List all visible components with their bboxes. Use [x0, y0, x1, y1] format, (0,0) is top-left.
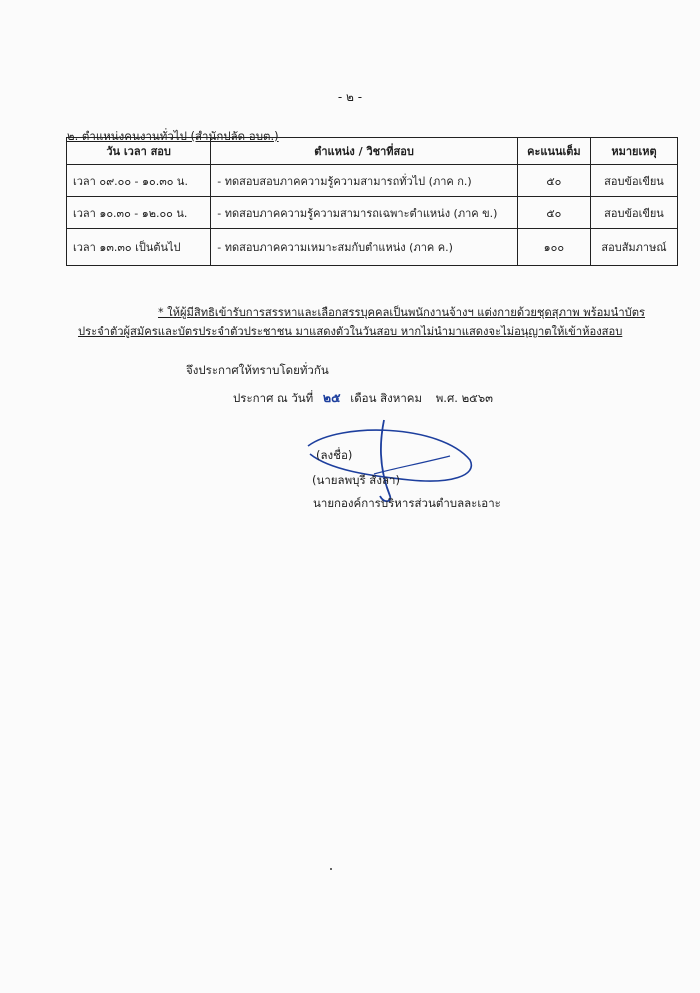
table-row: [67, 165, 678, 197]
signer-title: นายกองค์การบริหารส่วนตำบลละเอาะ: [313, 496, 501, 510]
exam-schedule-table: [66, 137, 678, 266]
handwritten-day: ๒๕: [322, 390, 341, 405]
cell-score: ๑๐๐: [517, 229, 590, 266]
given-month: เดือน สิงหาคม: [350, 391, 423, 405]
announcement-text: จึงประกาศให้ทราบโดยทั่วกัน: [186, 363, 329, 377]
table-header-row: [67, 138, 678, 165]
cell-score: ๕๐: [517, 197, 590, 229]
signer-name: (นายลพบุรี สังลา): [312, 473, 400, 487]
sign-label: (ลงชื่อ): [316, 448, 353, 462]
header-note: หมายเหตุ: [590, 138, 677, 165]
section-heading: ๒. ตำแหน่งคนงานทั่วไป (สำนักปลัด อบต.): [67, 129, 279, 143]
given-prefix: ประกาศ ณ วันที่: [233, 391, 314, 405]
cell-subject: - ทดสอบภาคความรู้ความสามารถเฉพาะตำแหน่ง (ภาค ข.): [211, 197, 518, 229]
cell-score: ๕๐: [517, 165, 590, 197]
header-score: คะแนนเต็ม: [517, 138, 590, 165]
exam-note-line-2: ประจำตัวผู้สมัครและบัตรประจำตัวประชาชน มาแสดงตัวในวันสอบ หากไม่นำมาแสดงจะไม่อนุญาตให้เข้าห้องสอบ: [78, 325, 623, 338]
page-number: - ๒ -: [337, 90, 363, 104]
table-row: [67, 229, 678, 266]
header-subject: ตำแหน่ง / วิชาที่สอบ: [211, 138, 518, 165]
given-year: พ.ศ. ๒๕๖๓: [435, 391, 494, 405]
cell-note: สอบข้อเขียน: [590, 165, 677, 197]
cell-subject: - ทดสอบภาคความเหมาะสมกับตำแหน่ง (ภาค ค.): [211, 229, 518, 266]
cell-time: เวลา ๑๓.๓๐ เป็นต้นไป: [67, 229, 211, 266]
header-time: วัน เวลา สอบ: [67, 138, 211, 165]
cell-note: สอบสัมภาษณ์: [590, 229, 677, 266]
cell-time: เวลา ๑๐.๓๐ - ๑๒.๐๐ น.: [67, 197, 211, 229]
scan-speck: [330, 868, 332, 870]
given-date-line: [233, 388, 493, 408]
cell-subject: - ทดสอบสอบภาคความรู้ความสามารถทั่วไป (ภาค ก.): [211, 165, 518, 197]
cell-note: สอบข้อเขียน: [590, 197, 677, 229]
exam-note-line-1: * ให้ผู้มีสิทธิเข้ารับการสรรหาและเลือกสรรบุคคลเป็นพนักงานจ้างฯ แต่งกายด้วยชุดสุภาพ พร้อมนำบัตร: [157, 306, 645, 319]
cell-time: เวลา ๐๙.๐๐ - ๑๐.๓๐ น.: [67, 165, 211, 197]
table-row: [67, 197, 678, 229]
